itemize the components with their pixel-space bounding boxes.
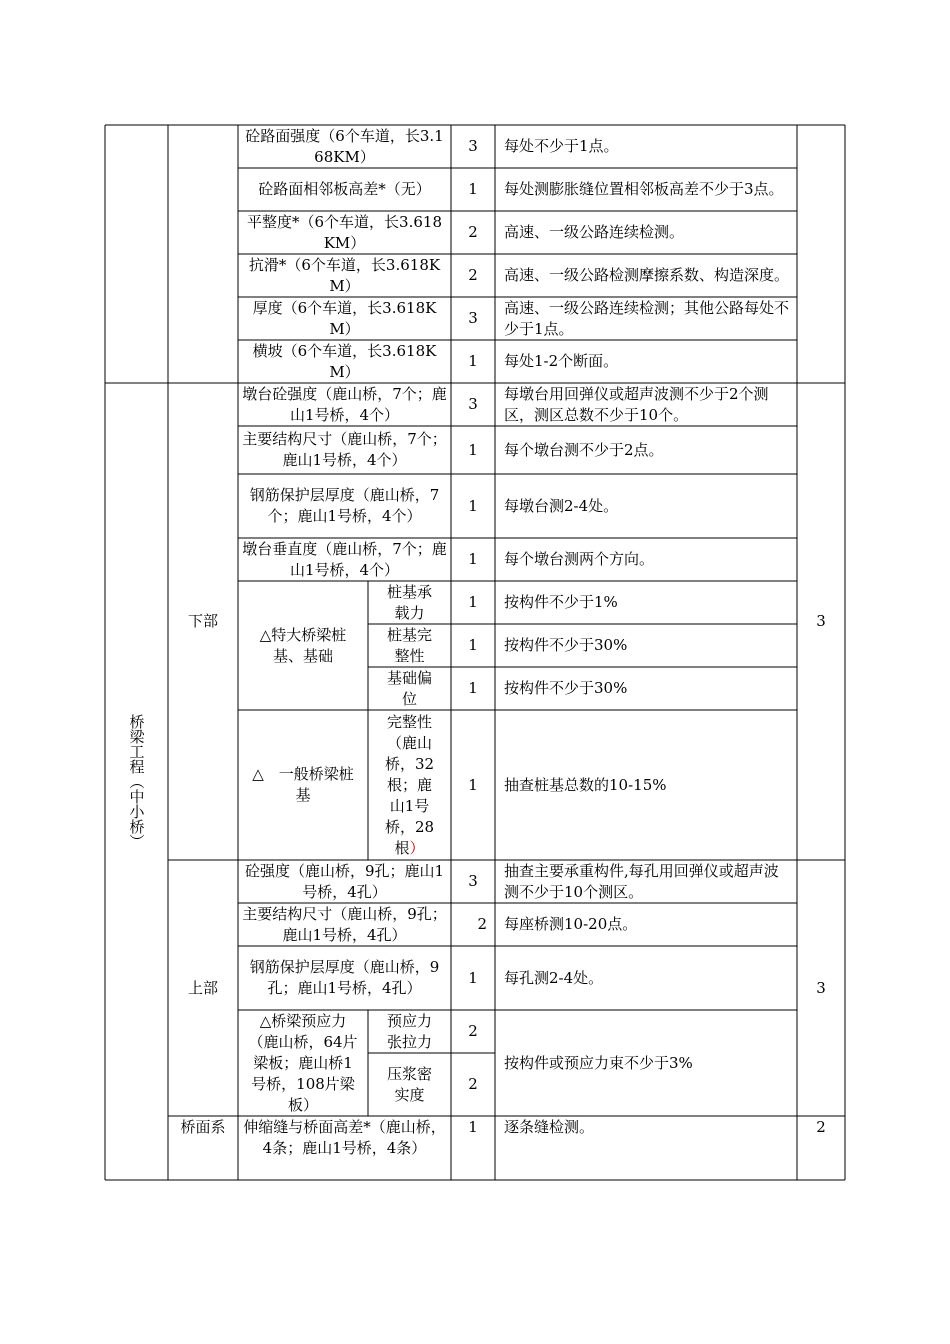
lower-weight-1: 3	[468, 395, 478, 413]
lower-weight-3: 1	[468, 496, 478, 515]
pavement-item-4: 抗滑*（6个车道，长3.618KM）	[248, 255, 441, 295]
deck-item: 伸缩缝与桥面高差*（鹿山桥，4条；鹿山1号桥，4条）	[243, 1118, 446, 1157]
upper-method-3: 每孔测2-4处。	[504, 968, 604, 987]
pile-weight-1: 1	[468, 593, 478, 611]
pavement-weight-3: 2	[468, 223, 478, 241]
upper-item-3: 钢筋保护层厚度（鹿山桥，9孔；鹿山1号桥，4孔）	[249, 958, 440, 997]
deck-part-weight: 2	[816, 1118, 826, 1136]
pavement-method-4: 高速、一级公路检测摩擦系数、构造深度。	[504, 266, 790, 284]
lower-method-2: 每个墩台测不少于2点。	[504, 440, 664, 459]
lower-method-1: 每墩台用回弹仪或超声波测不少于2个测区，测区总数不少于10个。	[504, 384, 769, 424]
pavement-weight-2: 1	[468, 180, 478, 198]
pavement-weight-5: 3	[468, 309, 478, 327]
lower-method-3: 每墩台测2-4处。	[504, 496, 619, 515]
pavement-method-5: 高速、一级公路连续检测；其他公路每处不少于1点。	[504, 298, 790, 338]
pile-method-2: 按构件不少于30%	[504, 636, 628, 654]
pile-weight-2: 1	[468, 636, 478, 654]
bridge-category-text: 桥梁工程（中小桥）	[127, 714, 146, 849]
pavement-item-5: 厚度（6个车道，长3.618KM）	[252, 298, 437, 338]
pavement-method-3: 高速、一级公路连续检测。	[504, 223, 685, 241]
deck-label: 桥面系	[180, 1118, 226, 1136]
prestress-item-1: 预应力张拉力	[386, 1011, 432, 1051]
prestress-group-label: △桥梁预应力（鹿山桥，64片梁板；鹿山桥1号桥，108片梁板）	[248, 1011, 358, 1114]
general-pile-method: 抽查桩基总数的10-15%	[504, 775, 667, 794]
prestress-item-2: 压浆密实度	[386, 1064, 432, 1104]
pavement-item-3: 平整度*（6个车道，长3.618KM）	[247, 212, 442, 252]
pavement-method-1: 每处不少于1点。	[504, 137, 619, 155]
upper-part-weight: 3	[816, 978, 826, 997]
lower-method-4: 每个墩台测两个方向。	[504, 550, 655, 568]
prestress-weight-2: 2	[468, 1075, 478, 1093]
upper-item-2: 主要结构尺寸（鹿山桥，9孔；鹿山1号桥，4孔）	[242, 904, 447, 944]
general-pile-item	[368, 710, 451, 860]
general-pile-item-text: 完整性（鹿山桥，32根；鹿山1号桥，28根）	[384, 712, 435, 857]
bridge-category	[105, 383, 168, 1180]
pile-item-1: 桩基承载力	[386, 582, 432, 622]
pavement-item-6: 横坡（6个车道，长3.618KM）	[252, 341, 437, 381]
pavement-item-1: 砼路面强度（6个车道，长3.168KM）	[245, 126, 444, 166]
pile-group-label: △特大桥梁桩基、基础	[259, 625, 347, 665]
lower-weight-4: 1	[468, 550, 478, 568]
deck-method: 逐条缝检测。	[504, 1118, 595, 1136]
pile-method-1: 按构件不少于1%	[504, 593, 618, 611]
lower-item-3: 钢筋保护层厚度（鹿山桥，7个；鹿山1号桥，4个）	[249, 486, 440, 525]
upper-method-1: 抽查主要承重构件,每孔用回弹仪或超声波测不少于10个测区。	[504, 861, 779, 901]
prestress-weight-1: 2	[468, 1022, 478, 1040]
lower-part-label: 下部	[187, 612, 218, 630]
lower-weight-2: 1	[468, 440, 478, 459]
lower-item-1: 墩台砼强度（鹿山桥，7个；鹿山1号桥，4个）	[242, 384, 447, 424]
upper-part-label: 上部	[187, 978, 218, 997]
prestress-method: 按构件或预应力束不少于3%	[504, 1053, 693, 1072]
lower-part-weight: 3	[816, 612, 826, 630]
pavement-weight-4: 2	[468, 266, 478, 284]
lower-item-4: 墩台垂直度（鹿山桥，7个；鹿山1号桥，4个）	[242, 539, 447, 579]
pile-item-2: 桩基完整性	[386, 625, 432, 665]
general-pile-weight: 1	[468, 775, 478, 794]
pavement-method-2: 每处测膨胀缝位置相邻板高差不少于3点。	[504, 180, 784, 198]
upper-method-2: 每座桥测10-20点。	[504, 915, 638, 933]
lower-item-2: 主要结构尺寸（鹿山桥，7个；鹿山1号桥，4个）	[242, 430, 447, 469]
pile-method-3: 按构件不少于30%	[504, 679, 628, 697]
deck-weight: 1	[468, 1118, 478, 1136]
upper-item-1: 砼强度（鹿山桥，9孔；鹿山1号桥，4孔）	[244, 861, 445, 901]
pavement-item-2: 砼路面相邻板高差*（无）	[258, 180, 431, 198]
pile-weight-3: 1	[468, 679, 478, 697]
upper-weight-2: 2	[477, 915, 487, 933]
pile-item-3: 基础偏位	[386, 668, 432, 708]
pavement-method-6: 每处1-2个断面。	[504, 352, 619, 370]
general-pile-label: △ 一般桥梁桩基	[252, 765, 354, 804]
pavement-weight-6: 1	[468, 352, 478, 370]
upper-weight-1: 3	[468, 872, 478, 890]
pavement-weight-1: 3	[468, 137, 478, 155]
upper-weight-3: 1	[468, 968, 478, 987]
